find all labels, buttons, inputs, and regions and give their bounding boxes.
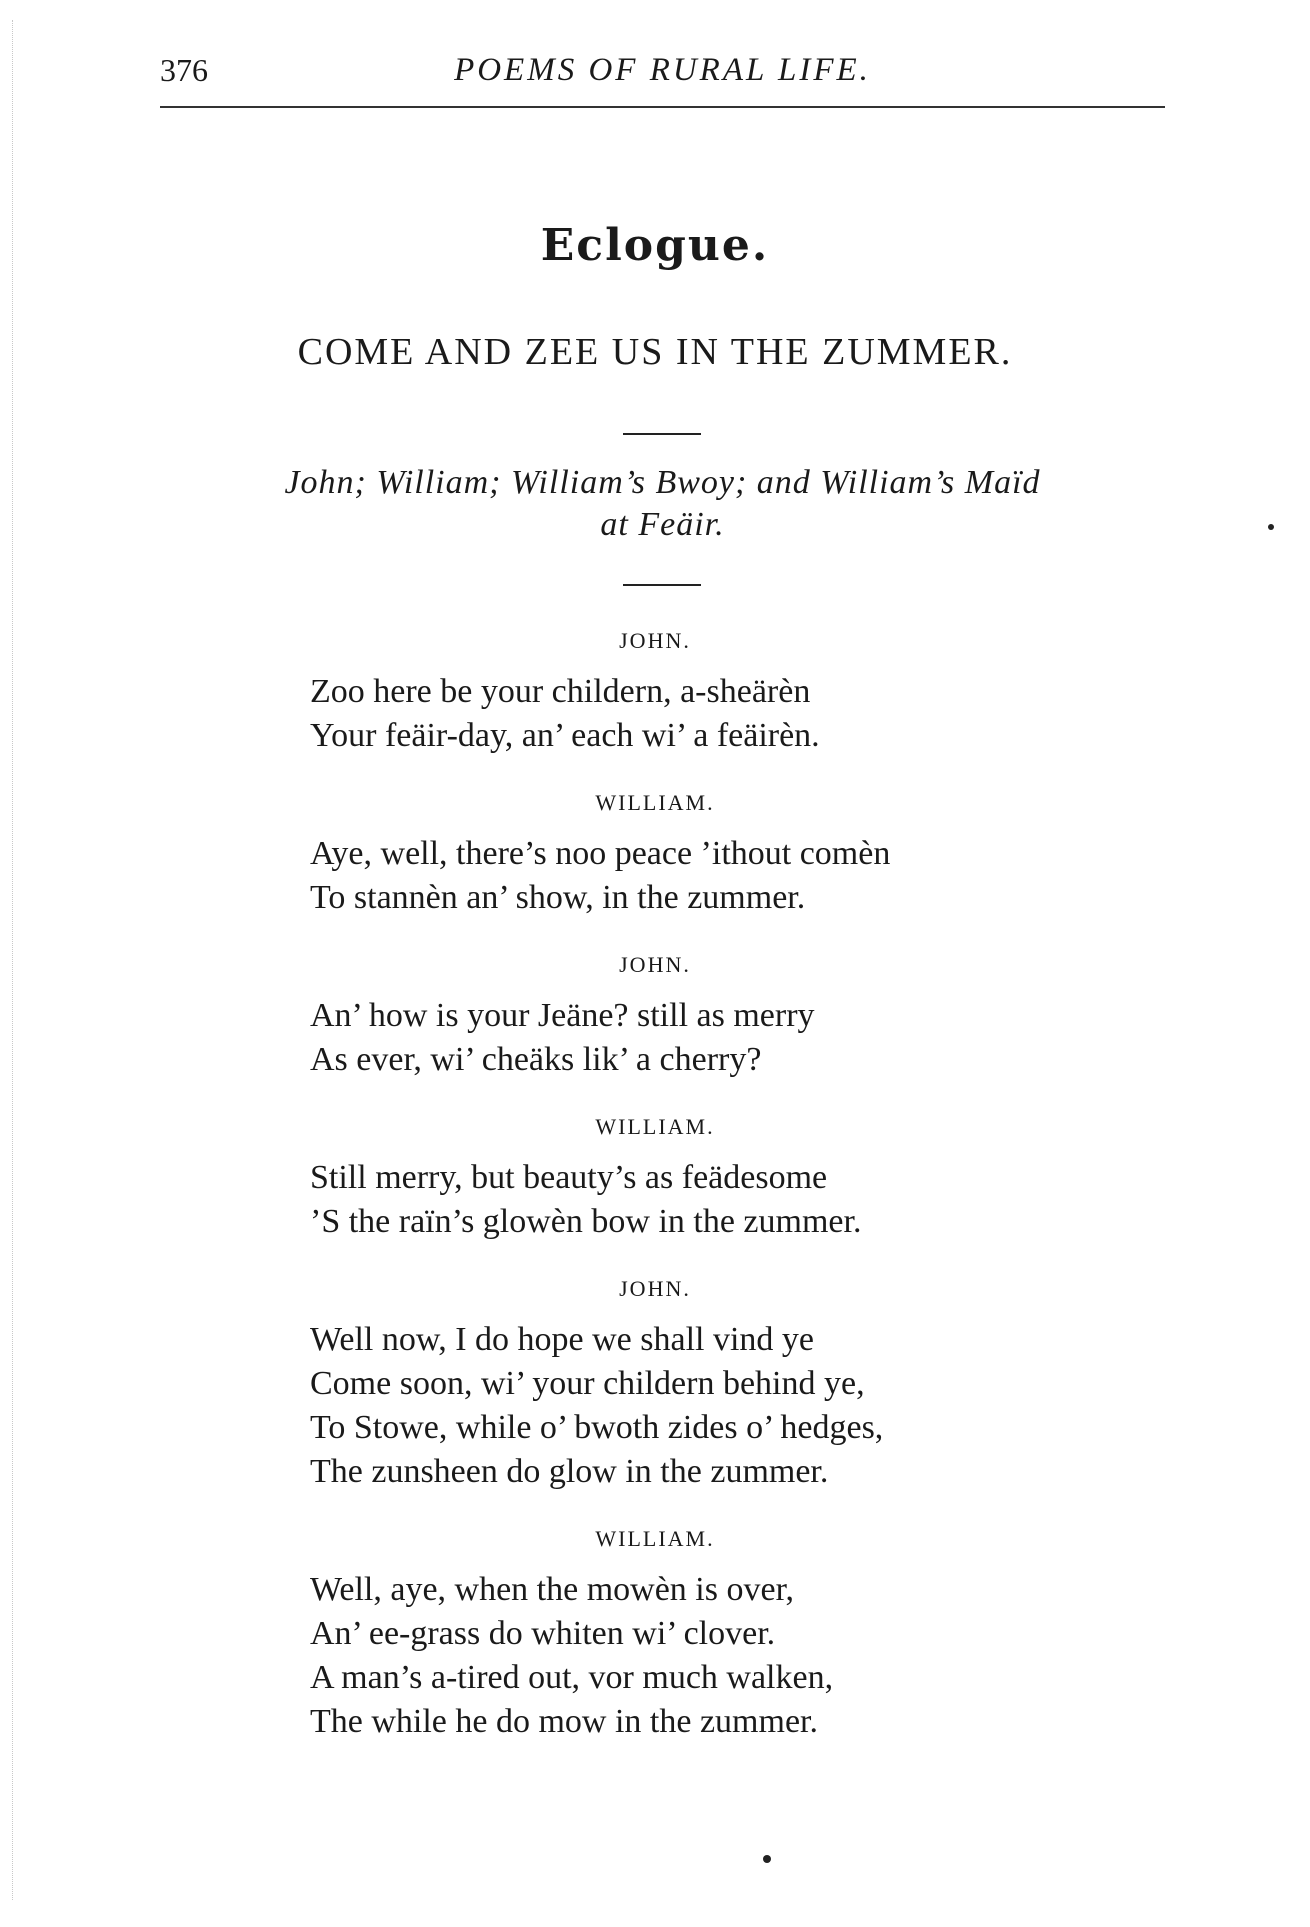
speaker-name: WILLIAM. xyxy=(595,1526,715,1551)
page-number: 376 xyxy=(160,52,208,88)
stanza xyxy=(310,952,1070,1082)
verse-line: Still merry, but beauty’s as feädesome xyxy=(310,1159,828,1196)
verse-line: To Stowe, while o’ bwoth zides o’ hedges, xyxy=(310,1409,884,1446)
section-heading: Eclogue. xyxy=(540,220,770,271)
verse-line: Well, aye, when the mowèn is over, xyxy=(310,1571,795,1608)
verse-line: An’ ee-grass do whiten wi’ clover. xyxy=(310,1615,776,1652)
running-head xyxy=(160,52,1165,102)
characters-line: at Feäir. xyxy=(600,506,725,543)
speaker-name: JOHN. xyxy=(619,952,691,977)
ink-speck xyxy=(1268,524,1274,530)
verse-line: Your feäir-day, an’ each wi’ a feäirèn. xyxy=(310,717,820,754)
verse-line: Aye, well, there’s noo peace ’ithout comèn xyxy=(310,835,891,872)
speaker-name: JOHN. xyxy=(619,1276,691,1301)
verse-line: A man’s a-tired out, vor much walken, xyxy=(310,1659,834,1696)
verse-line: Come soon, wi’ your childern behind ye, xyxy=(310,1365,865,1402)
dramatis-personae xyxy=(190,462,1135,546)
characters-line: John; William; William’s Bwoy; and William’s Maïd xyxy=(284,464,1041,501)
stanza xyxy=(310,1276,1070,1494)
header-rule xyxy=(160,106,1165,108)
running-title: POEMS OF RURAL LIFE. xyxy=(454,52,871,88)
verse-line: Well now, I do hope we shall vind ye xyxy=(310,1321,815,1358)
divider-rule xyxy=(623,584,701,586)
verse-line: As ever, wi’ cheäks lik’ a cherry? xyxy=(310,1041,762,1078)
verse-line: ’S the raïn’s glowèn bow in the zummer. xyxy=(310,1203,862,1240)
verse-line: To stannèn an’ show, in the zummer. xyxy=(310,879,806,916)
verse-line: An’ how is your Jeäne? still as merry xyxy=(310,997,815,1034)
stanza xyxy=(310,790,1070,920)
stanza xyxy=(310,1114,1070,1244)
verse-line: The while he do mow in the zummer. xyxy=(310,1703,818,1740)
speaker-name: JOHN. xyxy=(619,628,691,653)
verse-line: Zoo here be your childern, a-sheärèn xyxy=(310,673,811,710)
poem-title: COME AND ZEE US IN THE ZUMMER. xyxy=(297,331,1013,373)
divider-rule xyxy=(623,433,701,435)
stanza xyxy=(310,628,1070,758)
speaker-name: WILLIAM. xyxy=(595,790,715,815)
stanza xyxy=(310,1526,1070,1744)
ink-speck xyxy=(763,1855,771,1863)
verse-line: The zunsheen do glow in the zummer. xyxy=(310,1453,829,1490)
speaker-name: WILLIAM. xyxy=(595,1114,715,1139)
